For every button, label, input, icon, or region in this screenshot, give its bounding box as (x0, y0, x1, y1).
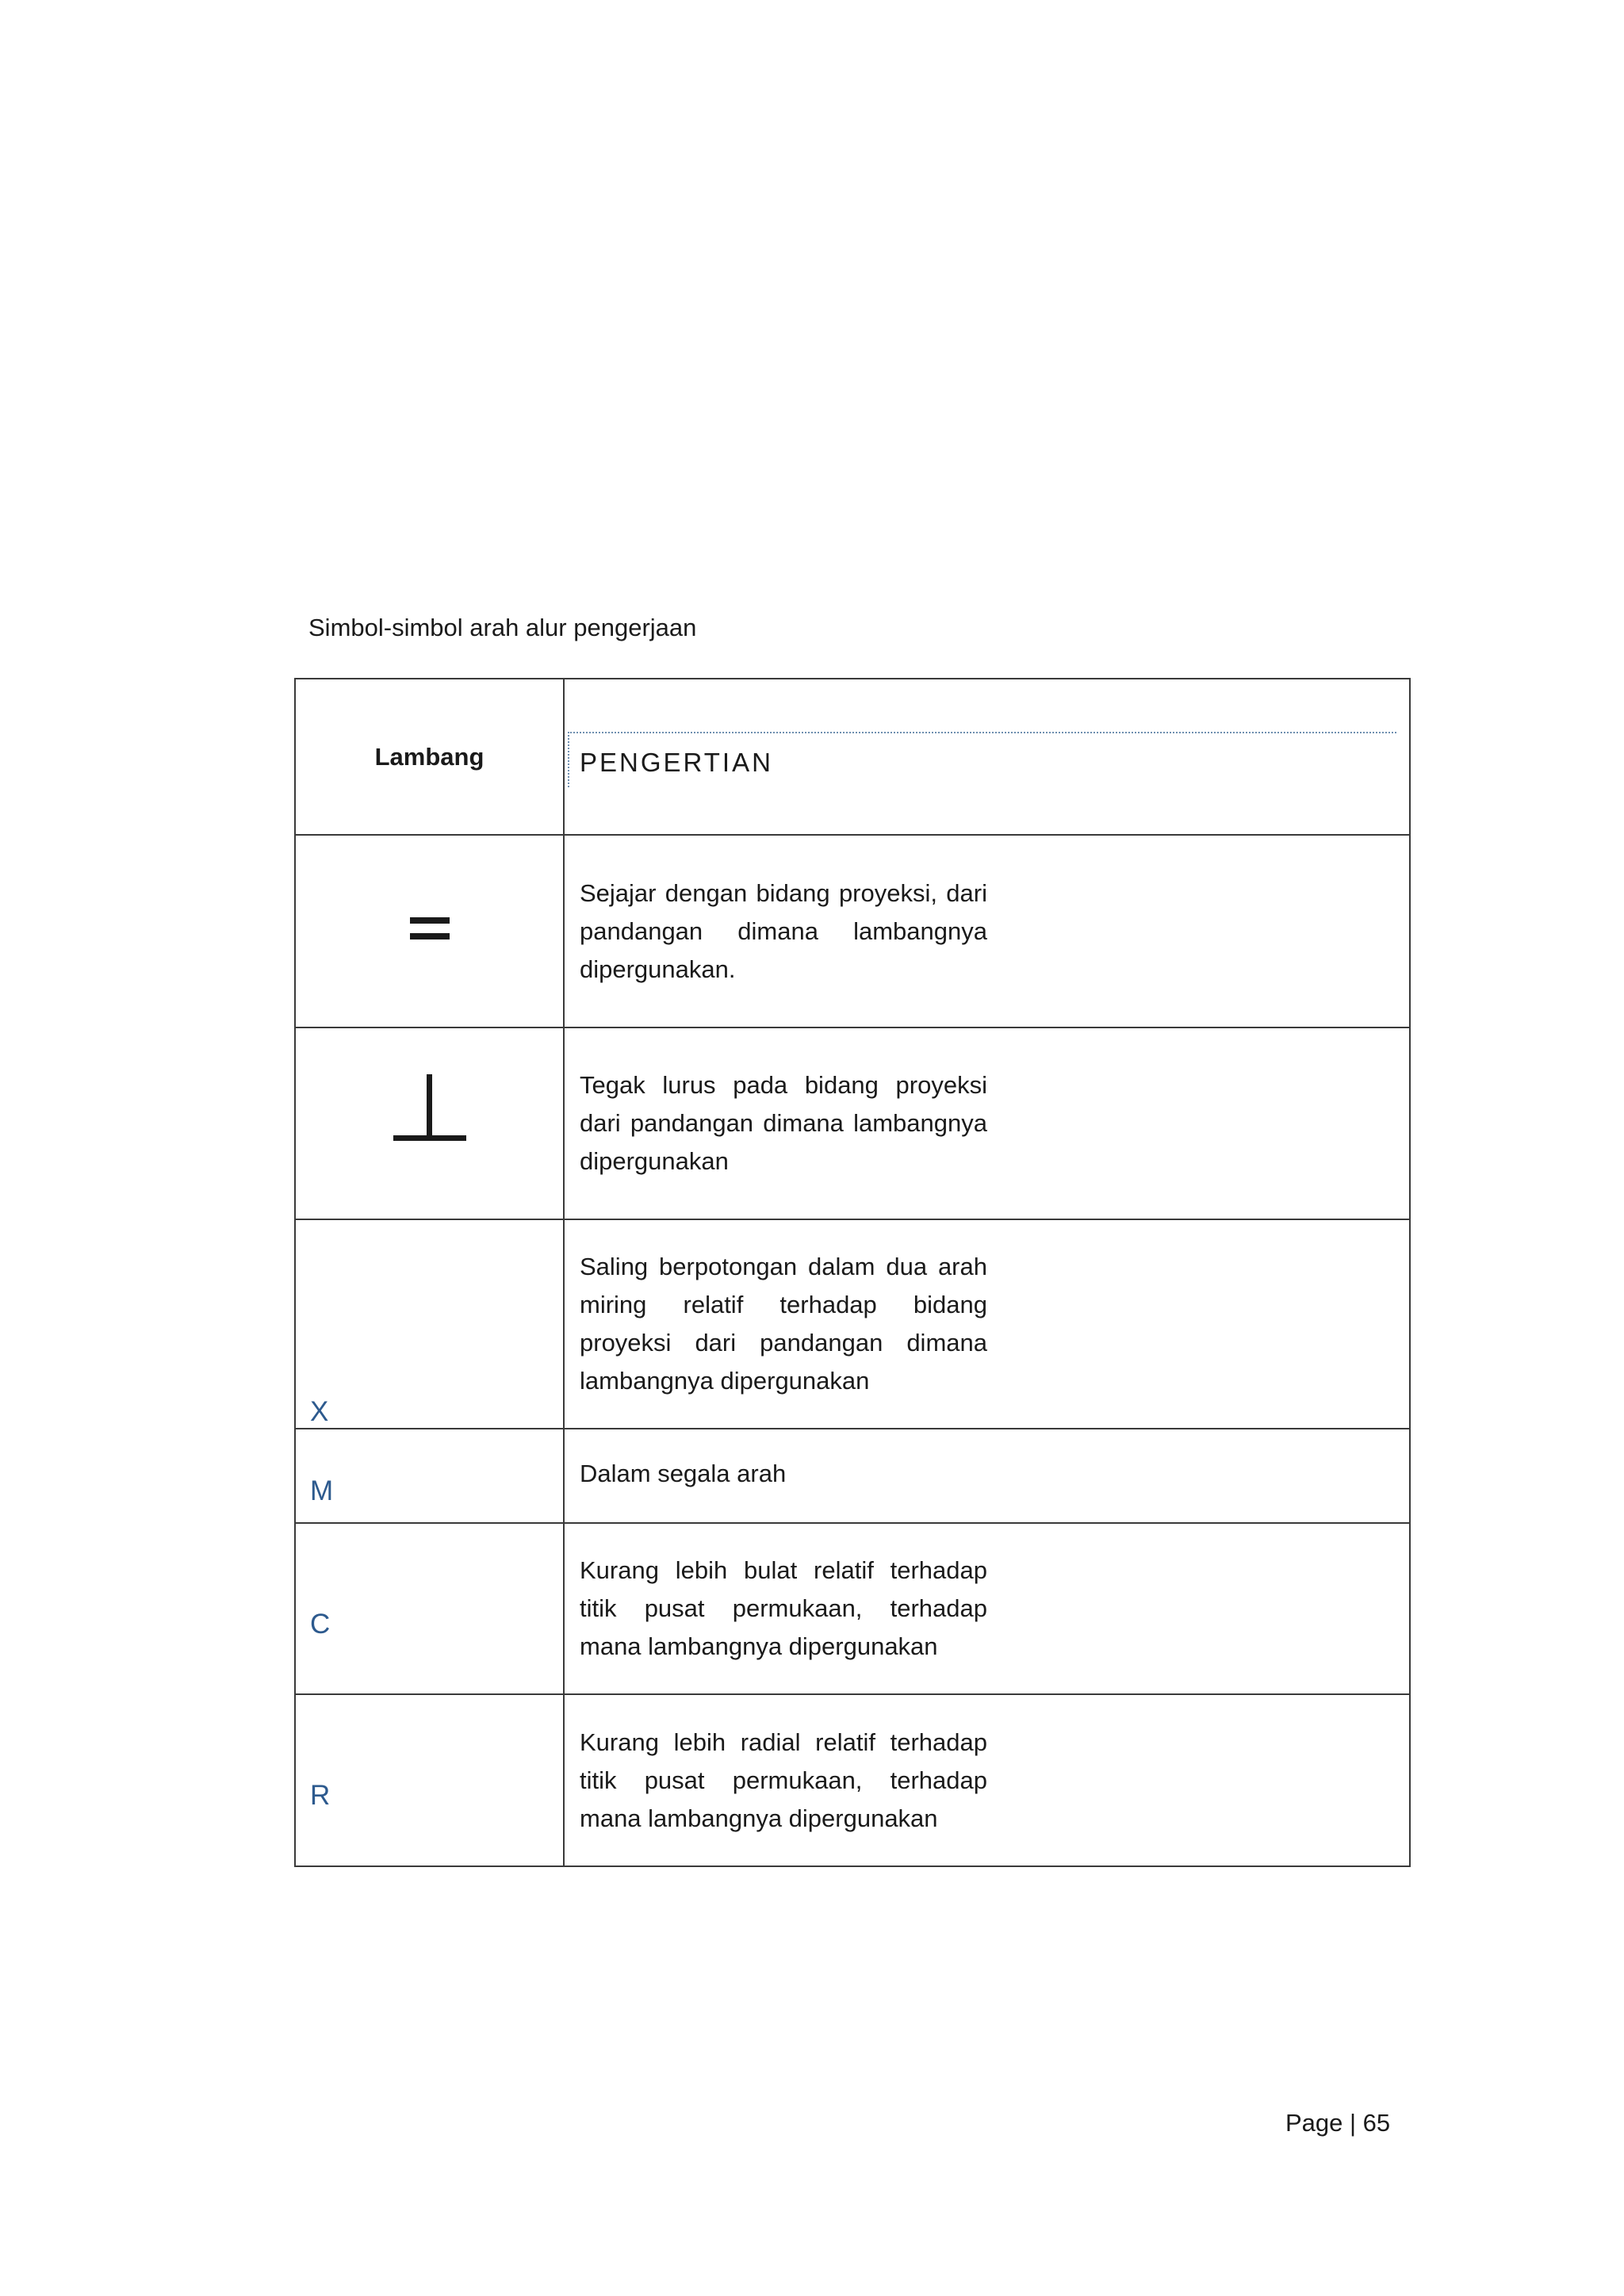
meaning-text: Kurang lebih bulat relatif terhadap titik pusat permukaan, terhadap mana lambangnya dipergunakan (580, 1556, 987, 1660)
symbol-letter: M (310, 1475, 334, 1506)
table-row (295, 1027, 1410, 1219)
perpendicular-icon (393, 1074, 466, 1141)
table-row (295, 1219, 1410, 1429)
meaning-text: Dalam segala arah (580, 1460, 787, 1487)
symbol-cell-x (295, 1219, 564, 1429)
page-number: Page | 65 (1285, 2109, 1391, 2137)
meaning-cell (564, 1027, 1410, 1219)
equals-icon (410, 914, 450, 944)
meaning-cell (564, 1523, 1410, 1694)
meaning-text: Kurang lebih radial relatif terhadap titik pusat permukaan, terhadap mana lambangnya dipergunakan (580, 1728, 987, 1832)
meaning-text: Tegak lurus pada bidang proyeksi dari pandangan dimana lambangnya dipergunakan (580, 1071, 987, 1175)
meaning-cell (564, 1429, 1410, 1523)
meaning-cell (564, 835, 1410, 1027)
header-pengertian: PENGERTIAN (580, 748, 773, 777)
header-pengertian-cell (564, 679, 1410, 835)
header-lambang: Lambang (295, 679, 564, 835)
symbol-cell-r (295, 1694, 564, 1866)
symbol-cell-m (295, 1429, 564, 1523)
table-row (295, 1429, 1410, 1523)
symbol-cell-parallel (295, 835, 564, 1027)
meaning-cell (564, 1694, 1410, 1866)
header-dotted-side (568, 732, 569, 787)
symbol-letter: X (310, 1396, 329, 1427)
symbol-cell-c (295, 1523, 564, 1694)
symbol-letter: C (310, 1609, 331, 1640)
meaning-cell (564, 1219, 1410, 1429)
meaning-text: Saling berpotongan dalam dua arah miring relatif terhadap bidang proyeksi dari pandangan dimana lambangnya dipergunakan (580, 1253, 987, 1395)
table-row (295, 1523, 1410, 1694)
table-row (295, 1694, 1410, 1866)
symbol-cell-perpendicular (295, 1027, 564, 1219)
symbol-table (294, 678, 1411, 1867)
page-heading: Simbol-simbol arah alur pengerjaan (308, 614, 697, 641)
table-row (295, 835, 1410, 1027)
symbol-letter: R (310, 1780, 331, 1811)
header-dotted-line (568, 732, 1396, 733)
table-header-row (295, 679, 1410, 835)
meaning-text: Sejajar dengan bidang proyeksi, dari pandangan dimana lambangnya dipergunakan. (580, 878, 987, 983)
